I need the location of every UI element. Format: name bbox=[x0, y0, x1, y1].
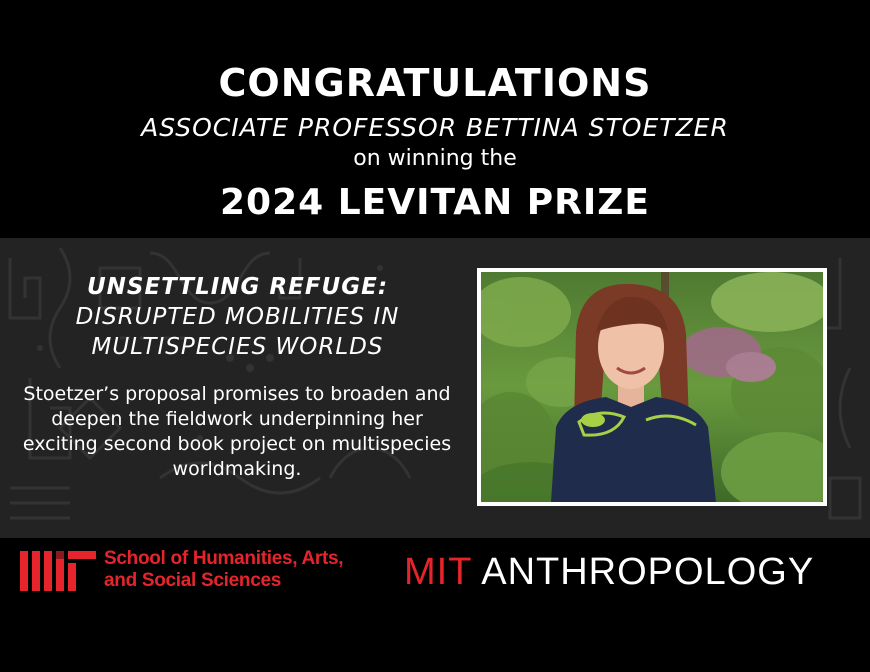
department-anthropology: ANTHROPOLOGY bbox=[481, 551, 815, 593]
on-winning-text: on winning the bbox=[353, 146, 517, 171]
school-name-line-1: School of Humanities, Arts, bbox=[104, 548, 344, 569]
portrait-photo bbox=[481, 272, 823, 502]
photo-frame bbox=[477, 268, 827, 506]
mit-logo-icon bbox=[20, 551, 96, 591]
project-title-line-1: UNSETTLING REFUGE: bbox=[86, 274, 389, 300]
project-description: Stoetzer’s proposal promises to broaden and deepen the fieldwork underpinning her exciting second book project on multispecies worldmaking. bbox=[22, 383, 452, 480]
school-name bbox=[104, 548, 343, 592]
project-title-line-2: DISRUPTED MOBILITIES IN bbox=[75, 304, 400, 330]
school-name-line-2: and Social Sciences bbox=[104, 570, 281, 591]
prize-name: 2024 LEVITAN PRIZE bbox=[220, 182, 650, 223]
department-mit: MIT bbox=[404, 551, 472, 593]
project-title bbox=[20, 272, 455, 362]
honoree-name: ASSOCIATE PROFESSOR BETTINA STOETZER bbox=[141, 113, 729, 142]
portrait-illustration bbox=[481, 272, 823, 502]
department-name bbox=[404, 550, 814, 594]
congratulations-heading: CONGRATULATIONS bbox=[218, 61, 652, 105]
header bbox=[0, 0, 870, 238]
project-title-line-3: MULTISPECIES WORLDS bbox=[91, 334, 384, 360]
